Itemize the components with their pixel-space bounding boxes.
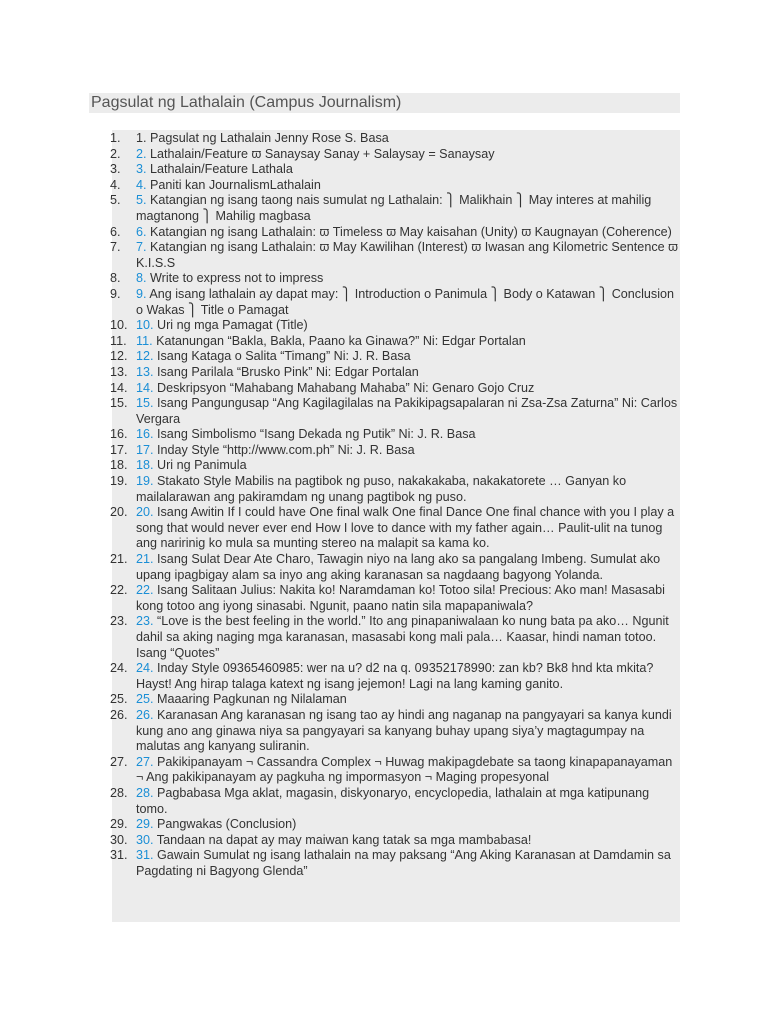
list-number: 5. <box>110 193 121 208</box>
list-item <box>112 240 680 271</box>
slide-number-link[interactable]: 16. <box>136 427 154 442</box>
list-number: 23. <box>110 614 128 629</box>
list-item-text: Katanungan “Bakla, Bakla, Paano ka Ginawa?” Ni: Edgar Portalan <box>152 333 526 348</box>
list-item <box>112 287 680 318</box>
slide-number-link[interactable]: 25. <box>136 692 154 707</box>
list-item-text: Katangian ng isang taong nais sumulat ng Lathalain: ⎫ Malikhain ⎫ May interes at mahilig magtanong ⎫ Mahilig magbasa <box>136 193 652 223</box>
list-number: 14. <box>110 380 128 395</box>
list-item-text: Paniti kan JournalismLathalain <box>146 177 321 192</box>
slide-number-link[interactable]: 14. <box>136 380 154 395</box>
list-item-text: “Love is the best feeling in the world.” Ito ang pinapaniwalaan ko nung bata pa ako… Ngunit dahil sa aking naging mga karanasan, masasabi kong mali pala… Kaasar, hindi naman totoo. Isang “Quotes” <box>136 614 669 660</box>
slide-number-link[interactable]: 3. <box>136 162 147 177</box>
list-number: 31. <box>110 848 128 863</box>
document-content <box>112 130 680 922</box>
slide-number-link[interactable]: 17. <box>136 442 154 457</box>
list-item <box>112 692 680 708</box>
slide-number-link[interactable]: 2. <box>136 146 147 161</box>
list-item-text: Lathalain/Feature ϖ Sanaysay Sanay + Salaysay = Sanaysay <box>146 146 495 161</box>
list-item <box>112 334 680 350</box>
slide-number-link[interactable]: 5. <box>136 193 147 208</box>
list-number: 13. <box>110 364 128 379</box>
list-item <box>112 848 680 879</box>
list-item-text: Katangian ng isang Lathalain: ϖ Timeless ϖ May kaisahan (Unity) ϖ Kaugnayan (Coherence) <box>146 224 672 239</box>
slide-number-link[interactable]: 26. <box>136 707 154 722</box>
list-number: 1. <box>110 131 121 145</box>
list-number: 16. <box>110 427 128 442</box>
list-number: 6. <box>110 224 121 239</box>
list-number: 3. <box>110 162 121 177</box>
list-item <box>112 614 680 661</box>
list-item-text: Stakato Style Mabilis na pagtibok ng puso, nakakakaba, nakakatorete … Ganyan ko mailalarawan ang pakiramdam ng unang pagtibok ng puso. <box>136 474 627 504</box>
slide-number-link: 1. <box>136 131 147 145</box>
slide-number-link[interactable]: 6. <box>136 224 147 239</box>
list-item <box>112 583 680 614</box>
list-item <box>112 225 680 241</box>
list-item <box>112 147 680 163</box>
slide-number-link[interactable]: 18. <box>136 458 154 473</box>
list-item <box>112 505 680 552</box>
list-item-text: Pangwakas (Conclusion) <box>153 817 297 832</box>
list-item-text: Isang Sulat Dear Ate Charo, Tawagin niyo na lang ako sa pangalang Imbeng. Sumulat ako upang ipagbigay alam sa inyo ang aking karanasan sa nagdaang bagyong Yolanda. <box>136 552 661 582</box>
list-number: 30. <box>110 832 128 847</box>
list-item-text: Tandaan na dapat ay may maiwan kang tatak sa mga mambabasa! <box>153 832 532 847</box>
list-item <box>112 178 680 194</box>
slide-number-link[interactable]: 11. <box>136 333 153 348</box>
slide-number-link[interactable]: 30. <box>136 832 154 847</box>
slide-number-link[interactable]: 28. <box>136 785 154 800</box>
slide-number-link[interactable]: 31. <box>136 848 154 863</box>
list-number: 10. <box>110 318 128 333</box>
list-number: 20. <box>110 505 128 520</box>
list-item <box>112 271 680 287</box>
list-item-text: Ang isang lathalain ay dapat may: ⎫ Introduction o Panimula ⎫ Body o Katawan ⎫ Conclusion o Wakas ⎫ Title o Pamagat <box>136 286 675 317</box>
list-item-text: Uri ng Panimula <box>153 458 247 473</box>
slide-number-link[interactable]: 29. <box>136 817 154 832</box>
list-item <box>112 396 680 427</box>
list-item <box>112 474 680 505</box>
slide-number-link[interactable]: 13. <box>136 364 154 379</box>
list-number: 8. <box>110 271 121 286</box>
list-item-text: Isang Pangungusap “Ang Kagilagilalas na Pakikipagsapalaran ni Zsa-Zsa Zaturna” Ni: Carlos Vergara <box>136 396 678 426</box>
slide-number-link[interactable]: 9. <box>136 286 147 301</box>
list-item <box>112 661 680 692</box>
list-item-text: Uri ng mga Pamagat (Title) <box>153 318 308 333</box>
list-item <box>112 193 680 224</box>
list-item <box>112 755 680 786</box>
slide-list <box>112 130 680 880</box>
list-number: 12. <box>110 349 128 364</box>
slide-number-link[interactable]: 23. <box>136 614 154 629</box>
list-item <box>112 162 680 178</box>
list-number: 22. <box>110 583 128 598</box>
list-item <box>112 131 680 147</box>
slide-number-link[interactable]: 8. <box>136 271 147 286</box>
list-item-text: Isang Parilala “Brusko Pink” Ni: Edgar Portalan <box>153 364 419 379</box>
slide-number-link[interactable]: 12. <box>136 349 154 364</box>
list-item-text: Maaaring Pagkunan ng Nilalaman <box>153 692 347 707</box>
list-item <box>112 365 680 381</box>
list-item-text: Karanasan Ang karanasan ng isang tao ay hindi ang naganap na pangyayari sa kanya kundi kung ano ang ginawa niya sa pangyayari sa kanyang buhay upang siya’y magtagumpay na malutas ang kanyang suliranin. <box>136 707 672 754</box>
list-number: 15. <box>110 396 128 411</box>
list-item-text: Inday Style “http://www.com.ph” Ni: J. R. Basa <box>153 442 415 457</box>
slide-number-link[interactable]: 7. <box>136 240 147 255</box>
list-item <box>112 381 680 397</box>
list-item-text: Write to express not to impress <box>146 271 324 286</box>
slide-number-link[interactable]: 27. <box>136 754 154 769</box>
slide-number-link[interactable]: 4. <box>136 177 147 192</box>
slide-number-link[interactable]: 20. <box>136 505 154 520</box>
list-number: 4. <box>110 177 121 192</box>
list-item <box>112 443 680 459</box>
slide-number-link[interactable]: 24. <box>136 661 154 676</box>
list-number: 11. <box>110 333 127 348</box>
slide-number-link[interactable]: 19. <box>136 474 154 489</box>
list-number: 24. <box>110 661 128 676</box>
list-number: 18. <box>110 458 128 473</box>
list-number: 25. <box>110 692 128 707</box>
list-number: 29. <box>110 817 128 832</box>
list-item-text: Pagsulat ng Lathalain Jenny Rose S. Basa <box>146 131 389 145</box>
list-number: 17. <box>110 442 128 457</box>
list-item-text: Pagbabasa Mga aklat, magasin, diskyonaryo, encyclopedia, lathalain at mga katipunang tomo. <box>136 785 650 816</box>
list-item <box>112 708 680 755</box>
list-number: 2. <box>110 146 121 161</box>
list-item <box>112 817 680 833</box>
list-item-text: Isang Simbolismo “Isang Dekada ng Putik” Ni: J. R. Basa <box>153 427 476 442</box>
list-item <box>112 458 680 474</box>
list-number: 7. <box>110 240 121 255</box>
slide-number-link[interactable]: 22. <box>136 583 154 598</box>
list-item-text: Isang Salitaan Julius: Nakita ko! Naramdaman ko! Totoo sila! Precious: Ako man! Masasabi kong totoo ang iyong sinasabi. Ngunit, paano natin sila mapapaniwala? <box>136 583 665 613</box>
list-number: 28. <box>110 785 128 800</box>
list-number: 26. <box>110 707 128 722</box>
list-item-text: Lathalain/Feature Lathala <box>146 162 293 177</box>
list-item <box>112 318 680 334</box>
list-number: 9. <box>110 286 121 301</box>
list-item-text: Gawain Sumulat ng isang lathalain na may paksang “Ang Aking Karanasan at Damdamin sa Pagdating ni Bagyong Glenda” <box>136 848 671 878</box>
list-item <box>112 786 680 817</box>
list-item-text: Deskripsyon “Mahabang Mahabang Mahaba” Ni: Genaro Gojo Cruz <box>153 380 535 395</box>
list-item <box>112 552 680 583</box>
list-item-text: Isang Kataga o Salita “Timang” Ni: J. R. Basa <box>153 349 411 364</box>
slide-number-link[interactable]: 15. <box>136 396 154 411</box>
list-item-text: Isang Awitin If I could have One final walk One final Dance One final chance with you I play a song that would never ever end How I love to dance with my father again… Paulit-ulit na tunog ang naririnig ko mula sa munting stereo na malapit sa kama ko. <box>136 505 675 551</box>
slide-number-link[interactable]: 21. <box>136 552 154 567</box>
slide-number-link[interactable]: 10. <box>136 318 154 333</box>
list-number: 27. <box>110 754 128 769</box>
list-item <box>112 349 680 365</box>
page-title: Pagsulat ng Lathalain (Campus Journalism) <box>89 93 680 113</box>
list-item <box>112 427 680 443</box>
list-number: 19. <box>110 474 128 489</box>
list-item-text: Inday Style 09365460985: wer na u? d2 na q. 09352178990: zan kb? Bk8 hnd kta mkita? Hayst! Ang hirap talaga katext ng isang jejemon! Lagi na lang kaming ganito. <box>136 661 654 691</box>
list-item-text: Katangian ng isang Lathalain: ϖ May Kawilihan (Interest) ϖ Iwasan ang Kilometric Sentence ϖ K.I.S.S <box>136 240 678 270</box>
list-item <box>112 833 680 849</box>
list-item-text: Pakikipanayam ¬ Cassandra Complex ¬ Huwag makipagdebate sa taong kinapapanayaman ¬ Ang pakikipanayam ay pagkuha ng impormasyon ¬ Maging propesyonal <box>136 754 673 785</box>
list-number: 21. <box>110 552 128 567</box>
